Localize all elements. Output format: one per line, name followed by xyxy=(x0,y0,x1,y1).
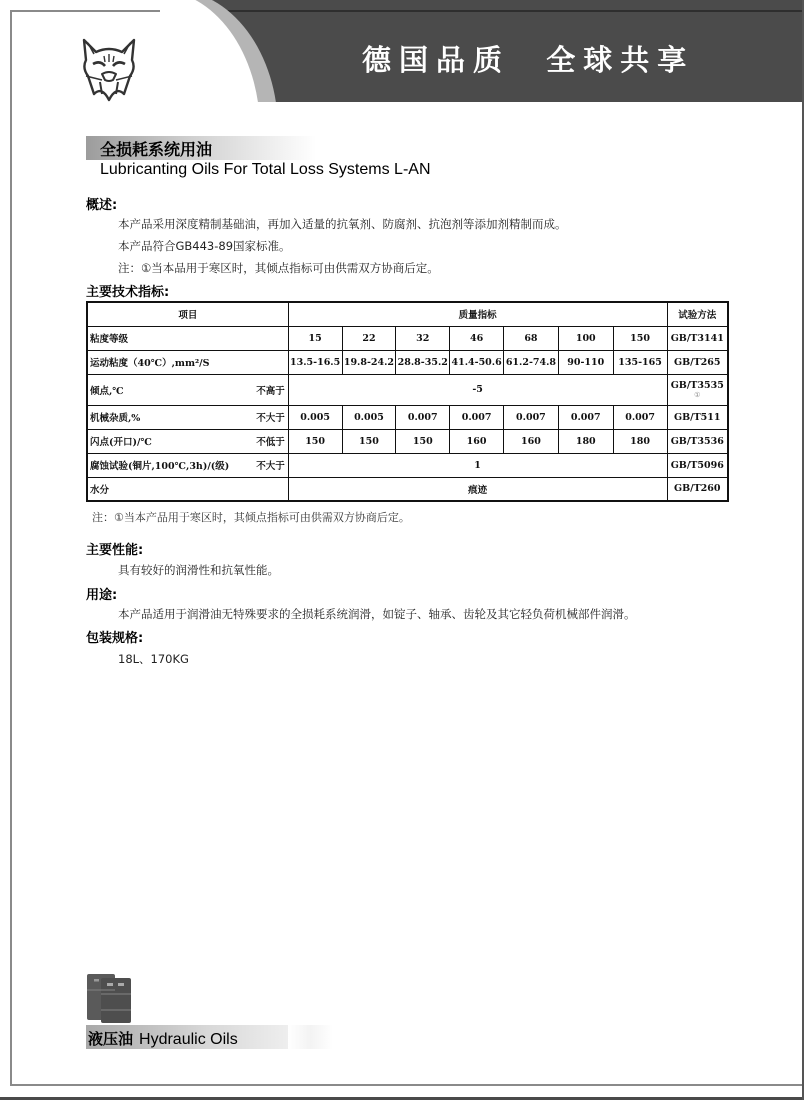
spec-table xyxy=(86,301,729,502)
cell-value: 150 xyxy=(613,326,667,350)
cell-value: 150 xyxy=(288,429,342,453)
cell-merged-value: 1 xyxy=(288,453,667,477)
oil-drums-icon xyxy=(86,972,132,1024)
cell-value: 0.007 xyxy=(558,405,613,429)
cell-merged-value: 痕迹 xyxy=(288,477,667,501)
row-label-text: 机械杂质,% xyxy=(90,413,141,424)
product-title-en: Lubricanting Oils For Total Loss Systems L-AN xyxy=(100,161,431,178)
packaging-heading: 包装规格: xyxy=(86,631,144,646)
table-row xyxy=(87,405,728,429)
footer-title xyxy=(88,1028,238,1049)
frame-line xyxy=(10,10,160,12)
overview-line: 本产品符合GB443-89国家标准。 xyxy=(118,239,291,253)
row-label xyxy=(87,453,288,477)
header-item: 项目 xyxy=(87,302,288,326)
header-banner xyxy=(0,0,804,102)
row-label-text: 闪点(开口)/℃ xyxy=(90,437,152,448)
cell-value: 0.007 xyxy=(450,405,504,429)
cell-value: 0.005 xyxy=(288,405,342,429)
packaging-text: 18L、170KG xyxy=(118,652,189,666)
row-limit: 不大于 xyxy=(256,413,285,424)
cell-value: 150 xyxy=(396,429,450,453)
cell-value: 0.007 xyxy=(396,405,450,429)
cell-value: 180 xyxy=(613,429,667,453)
row-limit: 不大于 xyxy=(256,461,285,472)
table-footnote: 注：①当本产品用于寒区时，其倾点指标可由供需双方协商后定。 xyxy=(92,511,410,524)
table-row xyxy=(87,326,728,350)
usage-text: 本产品适用于润滑油无特殊要求的全损耗系统润滑，如锭子、轴承、齿轮及其它轻负荷机械部件润滑。 xyxy=(118,607,636,621)
row-label-text: 腐蚀试验(铜片,100℃,3h)/(级) xyxy=(90,461,230,472)
row-label xyxy=(87,429,288,453)
cell-method: GB/T5096 xyxy=(667,453,728,477)
overview-line: 注：①当本品用于寒区时，其倾点指标可由供需双方协商后定。 xyxy=(118,261,439,275)
row-limit: 不高于 xyxy=(256,385,285,397)
table-row xyxy=(87,453,728,477)
method-text: GB/T3535 xyxy=(670,380,724,391)
row-label xyxy=(87,350,288,374)
footer-band-fade xyxy=(288,1025,333,1049)
performance-heading: 主要性能: xyxy=(86,543,144,558)
cell-value: 15 xyxy=(288,326,342,350)
cell-method: GB/T511 xyxy=(667,405,728,429)
cell-value: 19.8-24.2 xyxy=(342,350,396,374)
cell-value: 13.5-16.5 xyxy=(288,350,342,374)
wildcat-logo-icon xyxy=(80,36,138,102)
table-row xyxy=(87,477,728,501)
usage-heading: 用途: xyxy=(86,588,118,603)
cell-value: 90-110 xyxy=(558,350,613,374)
table-header-row xyxy=(87,302,728,326)
row-label xyxy=(87,405,288,429)
row-label xyxy=(87,477,288,501)
footer-title-en: Hydraulic Oils xyxy=(139,1031,238,1048)
cell-value: 160 xyxy=(504,429,559,453)
table-row xyxy=(87,374,728,405)
table-row xyxy=(87,350,728,374)
slogan-text: 德国品质 全球共享 xyxy=(362,43,695,77)
method-note: ① xyxy=(694,391,701,399)
row-label xyxy=(87,374,288,405)
cell-value: 100 xyxy=(558,326,613,350)
cell-value: 0.007 xyxy=(613,405,667,429)
row-label-text: 水分 xyxy=(90,484,110,496)
row-label-text: 运动粘度（40℃）,mm²/S xyxy=(90,358,210,369)
row-label-text: 粘度等级 xyxy=(90,334,129,345)
cell-value: 135-165 xyxy=(613,350,667,374)
performance-text: 具有较好的润滑性和抗氧性能。 xyxy=(118,563,279,577)
cell-value: 41.4-50.6 xyxy=(450,350,504,374)
cell-value: 0.007 xyxy=(504,405,559,429)
row-limit: 不低于 xyxy=(256,437,285,448)
overview-line: 本产品采用深度精制基础油，再加入适量的抗氧剂、防腐剂、抗泡剂等添加剂精制而成。 xyxy=(118,217,567,231)
cell-method: GB/T260 xyxy=(667,477,728,501)
header-method: 试验方法 xyxy=(667,302,728,326)
product-title-cn: 全损耗系统用油 xyxy=(100,140,213,159)
cell-value: 180 xyxy=(558,429,613,453)
frame-line xyxy=(10,10,12,102)
cell-value: 0.005 xyxy=(342,405,396,429)
cell-value: 46 xyxy=(450,326,504,350)
specs-heading: 主要技术指标: xyxy=(86,285,170,300)
cell-method: GB/T265 xyxy=(667,350,728,374)
cell-method: GB/T3141 xyxy=(667,326,728,350)
header-quality: 质量指标 xyxy=(288,302,667,326)
cell-method: GB/T3536 xyxy=(667,429,728,453)
cell-value: 150 xyxy=(342,429,396,453)
footer-title-cn: 液压油 xyxy=(88,1030,134,1048)
cell-merged-value: -5 xyxy=(288,374,667,405)
row-label-text: 倾点,℃ xyxy=(90,385,124,397)
cell-value: 28.8-35.2 xyxy=(396,350,450,374)
cell-value: 160 xyxy=(450,429,504,453)
row-label xyxy=(87,326,288,350)
cell-method xyxy=(667,374,728,405)
cell-value: 32 xyxy=(396,326,450,350)
cell-value: 68 xyxy=(504,326,559,350)
table-row xyxy=(87,429,728,453)
cell-value: 61.2-74.8 xyxy=(504,350,559,374)
overview-heading: 概述: xyxy=(86,198,118,213)
cell-value: 22 xyxy=(342,326,396,350)
